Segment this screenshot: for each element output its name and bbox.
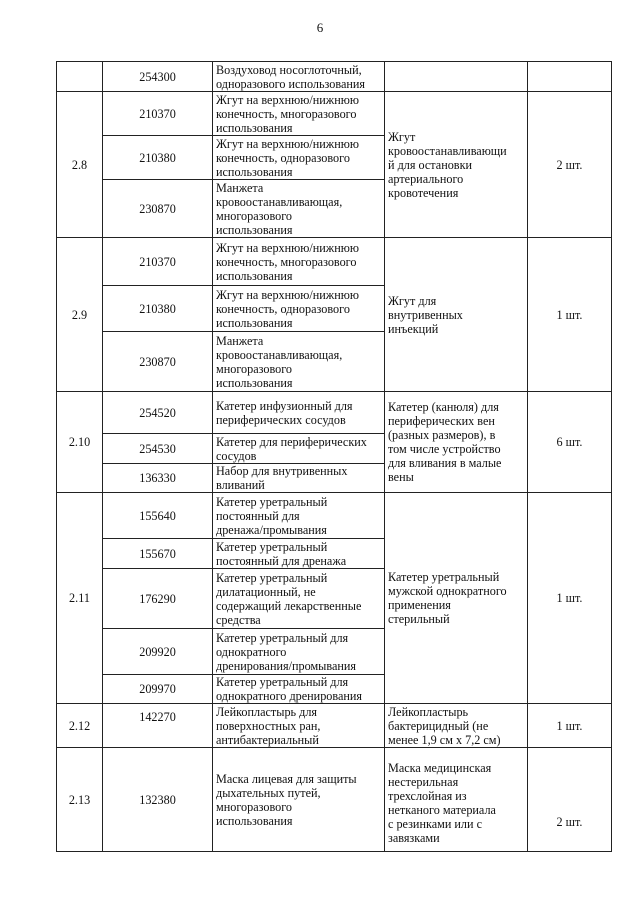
code-cell: 210380 (103, 136, 213, 180)
code-cell: 230870 (103, 180, 213, 238)
purpose-cell: Лейкопластырь бактерицидный (не менее 1,9 см х 7,2 см) (385, 704, 528, 748)
code-cell: 254530 (103, 434, 213, 464)
description-cell: Воздуховод носоглоточный, одноразового использования (213, 62, 385, 92)
item-number-cell: 2.8 (57, 92, 103, 238)
medical-items-table (56, 61, 612, 852)
table-row (57, 748, 612, 852)
table-row (57, 92, 612, 136)
table-row (57, 493, 612, 539)
item-number-cell: 2.13 (57, 748, 103, 852)
purpose-cell (385, 62, 528, 92)
code-cell: 176290 (103, 569, 213, 629)
purpose-cell: Катетер уретральный мужской однократного применения стерильный (385, 493, 528, 704)
quantity-cell: 6 шт. (528, 392, 612, 493)
description-cell: Катетер уретральный для однократного дренирования/промывания (213, 629, 385, 675)
description-cell: Манжета кровоостанавливающая, многоразового использования (213, 332, 385, 392)
description-cell: Жгут на верхнюю/нижнюю конечность, многоразового использования (213, 238, 385, 286)
quantity-cell: 1 шт. (528, 238, 612, 392)
item-number-cell: 2.12 (57, 704, 103, 748)
quantity-cell: 1 шт. (528, 493, 612, 704)
description-cell: Жгут на верхнюю/нижнюю конечность, одноразового использования (213, 286, 385, 332)
description-cell: Катетер уретральный постоянный для дренажа/промывания (213, 493, 385, 539)
code-cell: 142270 (103, 704, 213, 748)
code-cell: 254520 (103, 392, 213, 434)
quantity-cell: 2 шт. (528, 92, 612, 238)
code-cell: 209970 (103, 675, 213, 704)
purpose-cell: Маска медицинская нестерильная трехслойная из нетканого материала с резинками или с завязками (385, 748, 528, 852)
purpose-cell: Жгут для внутривенных инъекций (385, 238, 528, 392)
table-row (57, 704, 612, 748)
table-row (57, 62, 612, 92)
code-cell: 209920 (103, 629, 213, 675)
code-cell: 254300 (103, 62, 213, 92)
description-cell: Катетер для периферических сосудов (213, 434, 385, 464)
description-cell: Лейкопластырь для поверхностных ран, антибактериальный (213, 704, 385, 748)
code-cell: 210370 (103, 238, 213, 286)
page-number: 6 (316, 20, 324, 35)
purpose-cell: Жгут кровоостанавливающи й для остановки артериального кровотечения (385, 92, 528, 238)
description-cell: Маска лицевая для защиты дыхательных путей, многоразового использования (213, 748, 385, 852)
item-number-cell: 2.9 (57, 238, 103, 392)
description-cell: Жгут на верхнюю/нижнюю конечность, многоразового использования (213, 92, 385, 136)
purpose-cell: Катетер (канюля) для периферических вен (разных размеров), в том числе устройство для вливания в малые вены (385, 392, 528, 493)
description-cell: Набор для внутривенных вливаний (213, 464, 385, 493)
quantity-cell (528, 62, 612, 92)
code-cell: 136330 (103, 464, 213, 493)
description-cell: Катетер уретральный постоянный для дренажа (213, 539, 385, 569)
item-number-cell: 2.10 (57, 392, 103, 493)
code-cell: 155670 (103, 539, 213, 569)
table-row (57, 238, 612, 286)
description-cell: Манжета кровоостанавливающая, многоразового использования (213, 180, 385, 238)
item-number-cell: 2.11 (57, 493, 103, 704)
code-cell: 210380 (103, 286, 213, 332)
table-row (57, 392, 612, 434)
code-cell: 230870 (103, 332, 213, 392)
description-cell: Катетер инфузионный для периферических сосудов (213, 392, 385, 434)
quantity-cell: 1 шт. (528, 704, 612, 748)
description-cell: Жгут на верхнюю/нижнюю конечность, одноразового использования (213, 136, 385, 180)
item-number-cell (57, 62, 103, 92)
description-cell: Катетер уретральный для однократного дренирования (213, 675, 385, 704)
code-cell: 155640 (103, 493, 213, 539)
description-cell: Катетер уретральный дилатационный, не содержащий лекарственные средства (213, 569, 385, 629)
code-cell: 132380 (103, 748, 213, 852)
quantity-cell: 2 шт. (528, 748, 612, 852)
code-cell: 210370 (103, 92, 213, 136)
